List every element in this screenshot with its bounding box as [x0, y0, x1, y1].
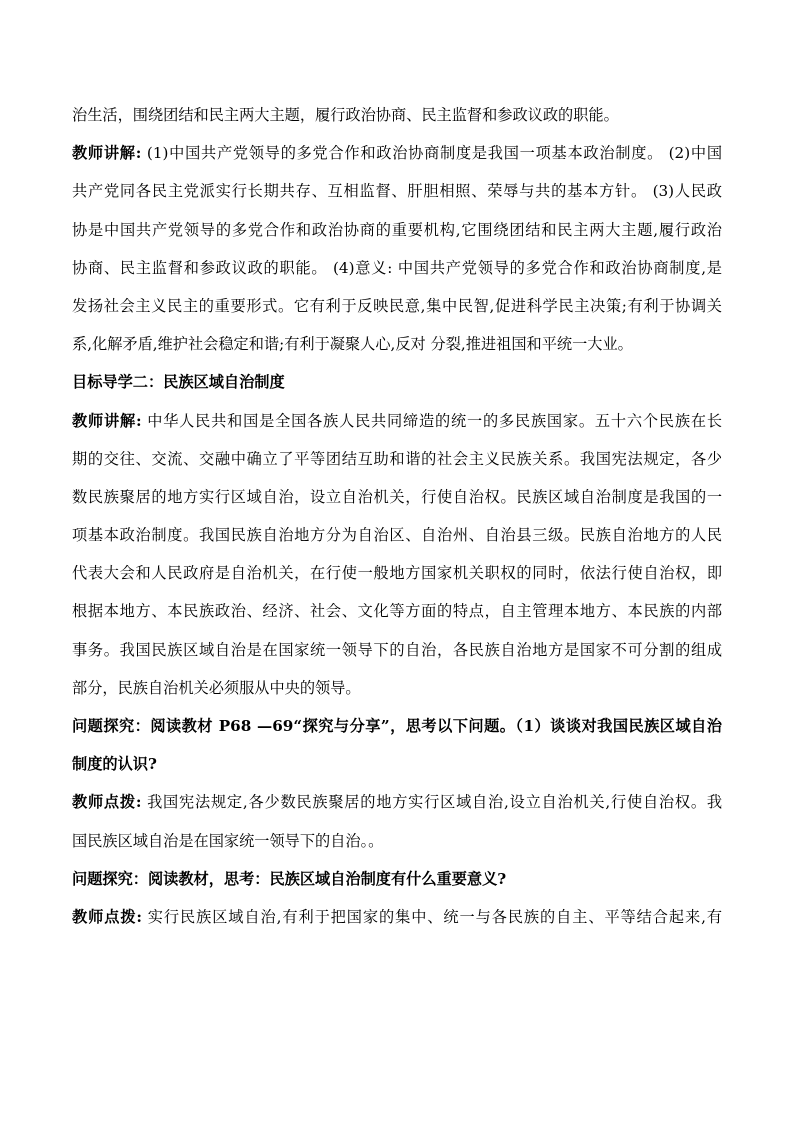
bold-heading-text: 制度的认识?: [72, 755, 157, 774]
text-line: [72, 745, 722, 783]
text-line: [72, 172, 722, 210]
text-line: [72, 134, 722, 172]
text-line: [72, 363, 722, 401]
bold-heading-text: 问题探究：阅读教材 P68 —69“探究与分享”，思考以下问题。（1）谈谈对我国民族区域自治: [72, 717, 722, 735]
text-line: [72, 783, 722, 821]
body-text: 数民族聚居的地方实行区域自治，设立自治机关，行使自治权。民族区域自治制度是我国的一: [72, 487, 722, 506]
text-line: [72, 96, 722, 134]
text-line: [72, 592, 722, 630]
text-line: [72, 249, 722, 287]
bold-heading-text: 问题探究：阅读教材，思考：民族区域自治制度有什么重要意义?: [72, 869, 507, 888]
body-text: 共产党同各民主党派实行长期共存、互相监督、肝胆相照、荣辱与共的基本方针。 (3)人民政: [72, 182, 722, 201]
text-line: [72, 898, 722, 936]
bold-heading-text: 教师点拨:: [72, 907, 143, 926]
body-text: 实行民族区域自治,有利于把国家的集中、统一与各民族的自主、平等结合起来,有: [142, 907, 723, 926]
document-page: [72, 96, 722, 936]
body-text: 中华人民共和国是全国各族人民共同缔造的统一的多民族国家。五十六个民族在长: [141, 411, 723, 430]
text-line: [72, 402, 722, 440]
body-text: 协是中国共产党领导的多党合作和政治协商的重要机构,它围绕团结和民主两大主题,履行政治: [72, 220, 722, 239]
bold-heading-text: 教师点拨:: [72, 793, 142, 812]
text-line: [72, 325, 722, 363]
text-line: [72, 860, 722, 898]
text-line: [72, 707, 722, 745]
body-text: 项基本政治制度。我国民族自治地方分为自治区、自治州、自治县三级。民族自治地方的人民: [72, 526, 722, 545]
body-text: 国民族区域自治是在国家统一领导下的自治。。: [72, 831, 384, 850]
body-text: 协商、民主监督和参政议政的职能。 (4)意义: 中国共产党领导的多党合作和政治协商制度,是: [72, 258, 722, 277]
bold-heading-text: 教师讲解:: [72, 411, 142, 430]
body-text: 根据本地方、本民族政治、经济、社会、文化等方面的特点，自主管理本地方、本民族的内部: [72, 602, 722, 621]
body-text: (1)中国共产党领导的多党合作和政治协商制度是我国一项基本政治制度。 (2)中国: [141, 144, 723, 163]
body-text: 代表大会和人民政府是自治机关，在行使一般地方国家机关职权的同时，依法行使自治权，即: [72, 564, 722, 583]
text-line: [72, 516, 722, 554]
text-line: [72, 822, 722, 860]
body-text: 部分，民族自治机关必须服从中央的领导。: [72, 678, 361, 697]
text-line: [72, 478, 722, 516]
text-line: [72, 554, 722, 592]
bold-heading-text: 教师讲解:: [72, 144, 142, 163]
text-line: [72, 211, 722, 249]
text-line: [72, 440, 722, 478]
text-line: [72, 287, 722, 325]
body-text: 期的交往、交流、交融中确立了平等团结互助和谐的社会主义民族关系。我国宪法规定，各少: [72, 449, 722, 468]
body-text: 系,化解矛盾,维护社会稳定和谐;有利于凝聚人心,反对 分裂,推进祖国和平统一大业。: [72, 335, 633, 354]
bold-heading-text: 目标导学二：民族区域自治制度: [72, 373, 285, 392]
body-text: 我国宪法规定,各少数民族聚居的地方实行区域自治,设立自治机关,行使自治权。我: [141, 793, 723, 812]
text-line: [72, 631, 722, 669]
text-line: [72, 669, 722, 707]
body-text: 发扬社会主义民主的重要形式。它有利于反映民意,集中民智,促进科学民主决策;有利于协调关: [72, 296, 722, 315]
body-text: 治生活，围绕团结和民主两大主题，履行政治协商、民主监督和参政议政的职能。: [72, 106, 619, 124]
body-text: 事务。我国民族区域自治是在国家统一领导下的自治，各民族自治地方是国家不可分割的组成: [72, 640, 722, 659]
